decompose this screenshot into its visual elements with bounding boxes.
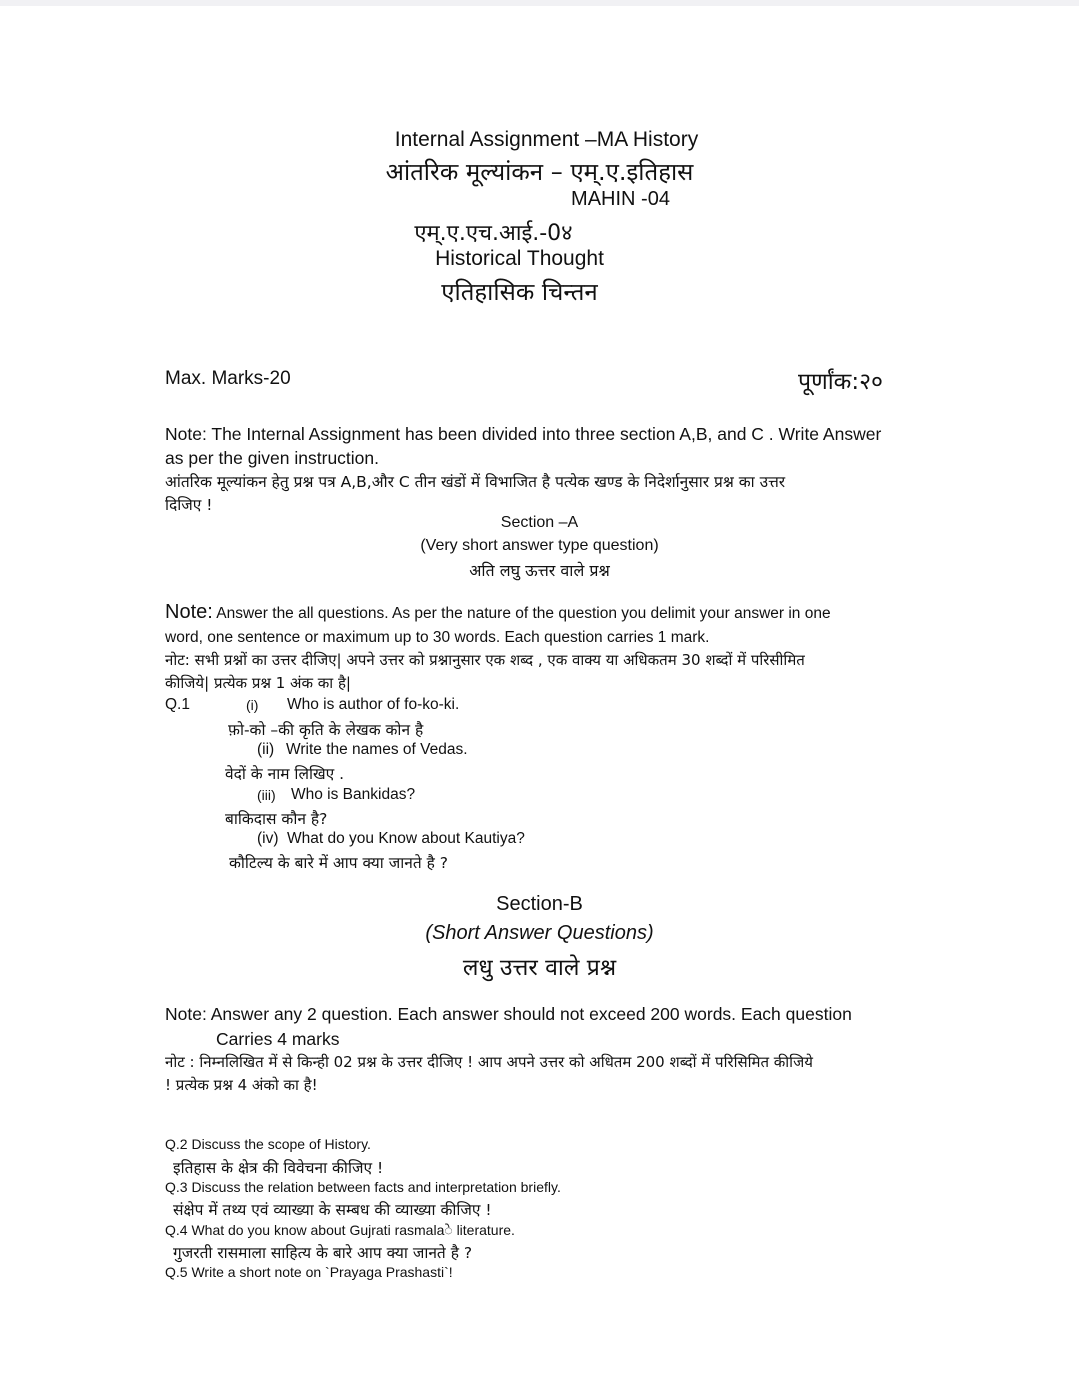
course-code-english: MAHIN -04 — [571, 188, 670, 210]
q4-hindi: गुजरती रासमाला साहित्य के बारे आप क्या जानते है ? — [173, 1244, 473, 1262]
q1-item-hindi: वेदों के नाम लिखिए . — [225, 765, 345, 783]
general-note-hi-line1: आंतरिक मूल्यांकन हेतु प्रश्न पत्र A,B,और C तीन खंडों में विभाजित है पत्येक खण्ड के निदेर्शानुसार प्रश्न का उत्तर — [165, 473, 786, 491]
q5-english: Q.5 Write a short note on `Prayaga Prashasti`! — [165, 1264, 453, 1280]
section-b-note-en-line1: Note: Answer any 2 question. Each answer should not exceed 200 words. Each question — [165, 1004, 852, 1024]
section-b-note-hi-line1: नोट : निम्नलिखित में से किन्ही 02 प्रश्न के उत्तर दीजिए ! आप अपने उत्तर को अधितम 200 शब्दों में परिसिमित कीजिये — [165, 1053, 813, 1071]
section-b-subtitle-hindi: लधु उत्तर वाले प्रश्न — [462, 955, 617, 981]
section-b-subtitle-english: (Short Answer Questions) — [425, 922, 654, 944]
title-english: Internal Assignment –MA History — [394, 128, 699, 151]
q1-item-number: (iv) — [257, 830, 279, 847]
section-b-note-en-line2: Carries 4 marks — [216, 1029, 340, 1049]
course-code-hindi: एम्.ए.एच.आई.-0४ — [414, 221, 573, 246]
q2-english: Q.2 Discuss the scope of History. — [165, 1136, 371, 1152]
q1-item-number: (i) — [246, 697, 259, 713]
q1-item-hindi: कौटिल्य के बारे में आप क्या जानते है ? — [229, 854, 448, 872]
section-a-note-en-line1 — [165, 601, 831, 624]
subject-hindi: एतिहासिक चिन्तन — [441, 278, 598, 306]
top-band — [0, 0, 1079, 6]
section-a-subtitle-hindi: अति लघु ऊत्तर वाले प्रश्न — [469, 561, 610, 580]
section-a-subtitle-english: (Very short answer type question) — [420, 537, 659, 554]
general-note-hi-line2: दिजिए ! — [165, 496, 213, 514]
title-hindi: आंतरिक मूल्यांकन – एम्.ए.इतिहास — [385, 158, 694, 186]
q3-english: Q.3 Discuss the relation between facts and interpretation briefly. — [165, 1179, 561, 1195]
subject-english: Historical Thought — [435, 247, 604, 270]
q1-item-number: (iii) — [257, 787, 276, 803]
general-note-en-line2: as per the given instruction. — [165, 448, 380, 468]
q1-label: Q.1 — [165, 696, 190, 713]
section-a-note-hi-line2: कीजिये| प्रत्येक प्रश्न 1 अंक का है| — [165, 674, 351, 692]
section-b-note-hi-line2: ! प्रत्येक प्रश्न 4 अंको का है! — [165, 1076, 318, 1094]
max-marks-hindi: पूर्णांक:२० — [798, 369, 883, 395]
section-a-note-hi-line1: नोट: सभी प्रश्नों का उत्तर दीजिए| अपने उत्तर को प्रश्नानुसार एक शब्द , एक वाक्य या अधिकतम 30 शब्दों में परिसीमित — [165, 651, 805, 669]
section-b-title: Section-B — [496, 893, 583, 915]
q1-item-hindi: फ़ो-को –की कृति के लेखक कोन है — [228, 721, 424, 739]
q2-hindi: इतिहास के क्षेत्र की विवेचना कीजिए ! — [173, 1159, 384, 1177]
max-marks-english: Max. Marks-20 — [165, 368, 291, 389]
q4-english: Q.4 What do you know about Gujrati rasmalaे literature. — [165, 1222, 515, 1238]
q1-item-hindi: बाकिदास कौन है? — [225, 810, 328, 828]
q1-item-english: Who is Bankidas? — [291, 786, 416, 803]
section-a-note-text: Answer the all questions. As per the nature of the question you delimit your answer in one — [216, 605, 831, 622]
q1-item-english: Write the names of Vedas. — [286, 741, 468, 758]
general-note-en-line1: Note: The Internal Assignment has been divided into three section A,B, and C . Write Answer — [165, 424, 882, 444]
section-a-title: Section –A — [500, 514, 579, 531]
section-a-note-en-line2: word, one sentence or maximum up to 30 words. Each question carries 1 mark. — [165, 629, 710, 646]
q1-item-english: Who is author of fo-ko-ki. — [287, 696, 460, 713]
section-a-note-label: Note: — [165, 601, 213, 623]
q1-item-number: (ii) — [257, 741, 275, 758]
q3-hindi: संक्षेप में तथ्य एवं व्याख्या के सम्बध की व्याख्या कीजिए ! — [173, 1201, 492, 1219]
q1-item-english: What do you Know about Kautiya? — [287, 830, 525, 847]
